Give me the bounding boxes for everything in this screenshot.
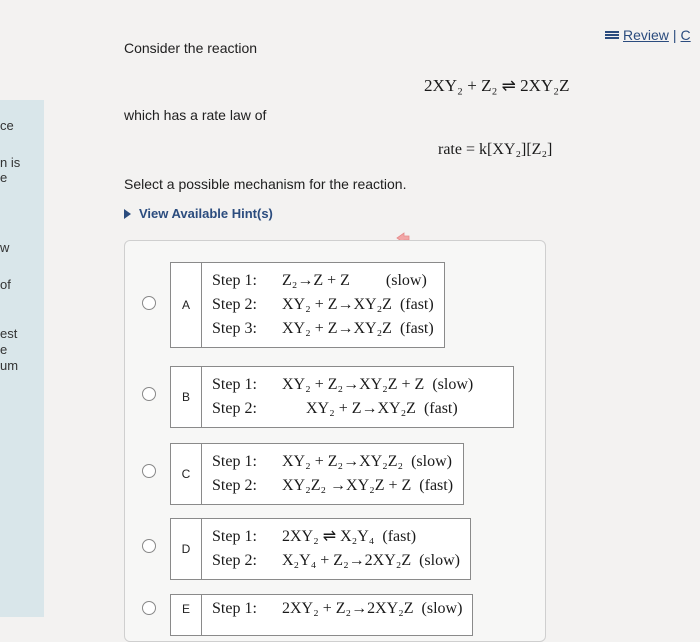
rate-law-intro: which has a rate law of [124, 107, 267, 123]
option-c-steps [202, 444, 463, 504]
option-e[interactable] [170, 594, 473, 636]
step-label: Step 2: [212, 400, 257, 417]
sidebar-fragment: w [0, 240, 10, 255]
step-equation: 2XY₂ ⇌ X₂Y₄ (fast) [282, 528, 417, 545]
option-d[interactable] [170, 518, 471, 580]
step-equation: XY₂Z₂ →XY₂Z + Z (fast) [282, 477, 454, 494]
review-separator: | [672, 27, 677, 43]
sidebar-fragment: ce [0, 118, 14, 133]
step-label: Step 2: [212, 477, 257, 494]
step-label: Step 1: [212, 600, 257, 617]
step-label: Step 1: [212, 376, 257, 393]
option-b-radio[interactable] [142, 387, 156, 401]
option-e-steps [202, 595, 472, 635]
option-a-letter: A [171, 263, 202, 347]
reaction-equation: 2XY₂ + Z₂ ⇌ 2XY₂Z [424, 76, 570, 95]
option-a[interactable] [170, 262, 445, 348]
option-b-steps [202, 367, 483, 427]
option-c-letter: C [171, 444, 202, 504]
view-hints-label[interactable]: View Available Hint(s) [139, 206, 273, 221]
option-e-radio[interactable] [142, 601, 156, 615]
option-d-radio[interactable] [142, 539, 156, 553]
option-e-letter: E [171, 595, 202, 635]
step-label: Step 3: [212, 320, 257, 337]
option-c-radio[interactable] [142, 464, 156, 478]
review-label[interactable]: Review [623, 27, 669, 43]
step-label: Step 1: [212, 528, 257, 545]
step-equation: Z₂→Z + Z (slow) [282, 272, 427, 289]
review-extra-link[interactable]: C [680, 27, 691, 43]
step-label: Step 2: [212, 552, 257, 569]
step-equation: 2XY₂ + Z₂→2XY₂Z (slow) [282, 600, 463, 617]
sidebar-fragment: of [0, 277, 11, 292]
step-equation: XY₂ + Z→XY₂Z (fast) [282, 296, 434, 313]
step-label: Step 1: [212, 272, 257, 289]
review-link[interactable] [605, 27, 691, 43]
sidebar-fragment: e [0, 170, 8, 185]
option-b[interactable] [170, 366, 514, 428]
option-d-steps [202, 519, 470, 579]
step-equation: XY₂ + Z→XY₂Z (fast) [282, 400, 458, 417]
caret-right-icon [124, 209, 131, 219]
option-a-steps [202, 263, 444, 347]
view-hints-toggle[interactable] [124, 206, 273, 221]
option-d-letter: D [171, 519, 202, 579]
review-icon [605, 30, 619, 40]
sidebar-fragment: um [0, 358, 19, 373]
step-equation: X₂Y₄ + Z₂→2XY₂Z (slow) [282, 552, 460, 569]
sidebar-fragment: n is [0, 155, 21, 170]
sidebar-fragment: e [0, 342, 8, 357]
step-equation: XY₂ + Z→XY₂Z (fast) [282, 320, 434, 337]
question-intro: Consider the reaction [124, 40, 258, 56]
sidebar-fragment: est [0, 326, 18, 341]
step-equation: XY₂ + Z₂→XY₂Z + Z (slow) [282, 376, 474, 393]
step-label: Step 2: [212, 296, 257, 313]
step-label: Step 1: [212, 453, 257, 470]
rate-law-equation: rate = k[XY₂][Z₂] [438, 141, 553, 158]
option-a-radio[interactable] [142, 296, 156, 310]
option-c[interactable] [170, 443, 464, 505]
question-prompt: Select a possible mechanism for the reaction. [124, 176, 407, 192]
step-equation: XY₂ + Z₂→XY₂Z₂ (slow) [282, 453, 452, 470]
option-b-letter: B [171, 367, 202, 427]
